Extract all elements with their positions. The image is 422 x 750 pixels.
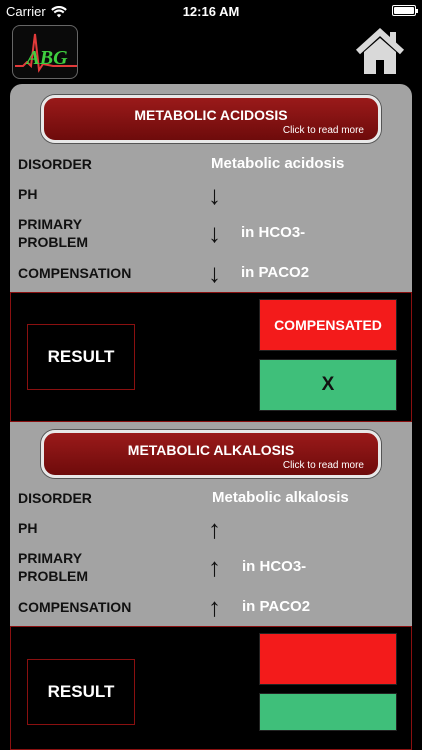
disorder-label: DISORDER bbox=[18, 156, 92, 172]
home-icon bbox=[352, 26, 408, 78]
compensation-label: COMPENSATION bbox=[18, 265, 132, 281]
primary-problem-value: in HCO3- bbox=[242, 558, 307, 575]
primary-problem-label-line1: PRIMARY bbox=[18, 216, 83, 232]
carrier-label: Carrier bbox=[6, 4, 46, 19]
ph-label: PH bbox=[18, 520, 38, 536]
answer-red-button[interactable] bbox=[259, 633, 397, 685]
section-title: METABOLIC ACIDOSIS bbox=[134, 107, 288, 123]
compensated-button[interactable]: COMPENSATED bbox=[259, 299, 397, 351]
battery-icon bbox=[392, 5, 416, 16]
primary-problem-arrow-icon: ↓ bbox=[208, 218, 221, 248]
status-bar bbox=[0, 0, 422, 22]
home-button[interactable] bbox=[352, 26, 408, 78]
primary-problem-value: in HCO3- bbox=[241, 224, 306, 241]
primary-problem-arrow-icon: ↑ bbox=[208, 552, 221, 582]
primary-problem-label-line2: PROBLEM bbox=[18, 234, 88, 250]
disorder-value: Metabolic alkalosis bbox=[212, 489, 349, 506]
compensation-arrow-icon: ↑ bbox=[208, 592, 221, 622]
ph-arrow-icon: ↑ bbox=[208, 514, 221, 544]
disorder-value: Metabolic acidosis bbox=[211, 155, 345, 172]
top-bar bbox=[0, 22, 422, 82]
primary-problem-label-line2: PROBLEM bbox=[18, 568, 88, 584]
ph-label: PH bbox=[18, 186, 38, 202]
acidosis-read-more-button[interactable] bbox=[41, 95, 381, 143]
section-subtitle: Click to read more bbox=[282, 125, 364, 136]
compensation-value: in PACO2 bbox=[242, 598, 311, 615]
disorder-label: DISORDER bbox=[18, 490, 92, 506]
result-button[interactable]: RESULT bbox=[27, 324, 135, 390]
x-button[interactable]: X bbox=[259, 359, 397, 411]
logo-text: ABG bbox=[26, 47, 68, 69]
clock: 12:16 AM bbox=[182, 4, 240, 19]
alkalosis-read-more-button[interactable] bbox=[41, 430, 381, 478]
alkalosis-result-panel bbox=[10, 626, 412, 750]
section-subtitle: Click to read more bbox=[282, 460, 364, 471]
compensation-arrow-icon: ↓ bbox=[208, 258, 221, 288]
compensation-value: in PACO2 bbox=[241, 264, 310, 281]
acidosis-card bbox=[10, 84, 412, 292]
alkalosis-card bbox=[10, 422, 412, 626]
answer-green-button[interactable] bbox=[259, 693, 397, 731]
acidosis-result-panel bbox=[10, 292, 412, 422]
abg-logo-icon[interactable] bbox=[12, 25, 78, 79]
result-button[interactable]: RESULT bbox=[27, 659, 135, 725]
primary-problem-label-line1: PRIMARY bbox=[18, 550, 83, 566]
compensation-label: COMPENSATION bbox=[18, 599, 132, 615]
section-title: METABOLIC ALKALOSIS bbox=[127, 442, 295, 458]
ph-arrow-icon: ↓ bbox=[208, 180, 221, 210]
